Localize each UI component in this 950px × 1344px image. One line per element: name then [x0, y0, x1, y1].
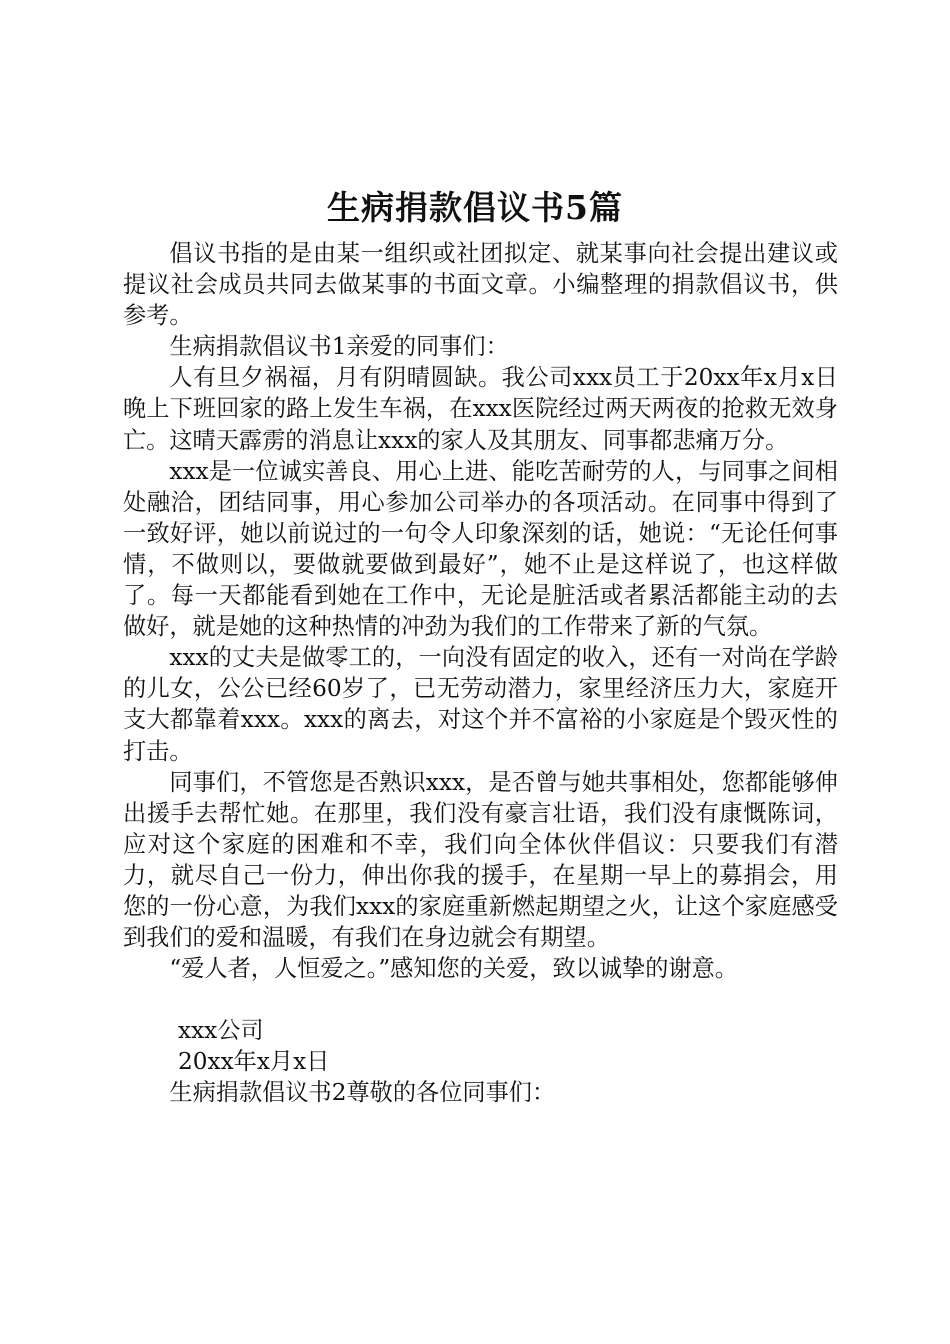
paragraph-accident: 人有旦夕祸福，月有阴晴圆缺。我公司xxx员工于20xx年x月x日晚上下班回家的路上发生车祸，在xxx医院经过两天两夜的抢救无效身亡。这晴天霹雳的消息让xxx的家人及其朋友、同事都悲痛万分。: [123, 364, 838, 454]
blank-line: [123, 984, 838, 1015]
paragraph-closing: “爱人者，人恒爱之。”感知您的关爱，致以诚挚的谢意。: [169, 955, 738, 983]
paragraph-family: xxx的丈夫是做零工的，一向没有固定的收入，还有一对尚在学龄的儿女，公公已经60岁了，已无劳动潜力，家里经济压力大，家庭开支大都靠着xxx。xxx的离去，对这个并不富裕的小家庭是个毁灭性的打击。: [123, 644, 838, 765]
document-title: 生病捐款倡议书5篇: [327, 188, 623, 227]
paragraph-letter1-heading: 生病捐款倡议书1亲爱的同事们：: [169, 333, 509, 361]
paragraph-appeal: 同事们，不管您是否熟识xxx，是否曾与她共事相处，您都能够伸出援手去帮忙她。在那里，我们没有豪言壮语，我们没有康慨陈词，应对这个家庭的困难和不幸，我们向全体伙伴倡议：只要我们有潜力，就尽自己一份力，伸出你我的援手，在星期一早上的募捐会，用您的一份心意，为我们xxx的家庭重新燃起期望之火，让这个家庭感受到我们的爱和温暖，有我们在身边就会有期望。: [123, 768, 838, 952]
paragraph-intro: 倡议书指的是由某一组织或社团拟定、就某事向社会提出建议或提议社会成员共同去做某事的书面文章。小编整理的捐款倡议书，供参考。: [123, 240, 838, 330]
signature-company: xxx公司: [178, 1017, 264, 1045]
paragraph-character: xxx是一位诚实善良、用心上进、能吃苦耐劳的人，与同事之间相处融洽，团结同事，用心参加公司举办的各项活动。在同事中得到了一致好评，她以前说过的一句令人印象深刻的话，她说：“无论任何事情，不做则以，要做就要做到最好”，她不止是这样说了，也这样做了。每一天都能看到她在工作中，无论是脏活或者累活都能主动的去做好，就是她的这种热情的冲劲为我们的工作带来了新的气氛。: [123, 457, 838, 641]
paragraph-letter2-heading: 生病捐款倡议书2尊敬的各位同事们：: [169, 1079, 556, 1107]
signature-date: 20xx年x月x日: [178, 1048, 330, 1076]
document-body: [123, 238, 838, 1109]
